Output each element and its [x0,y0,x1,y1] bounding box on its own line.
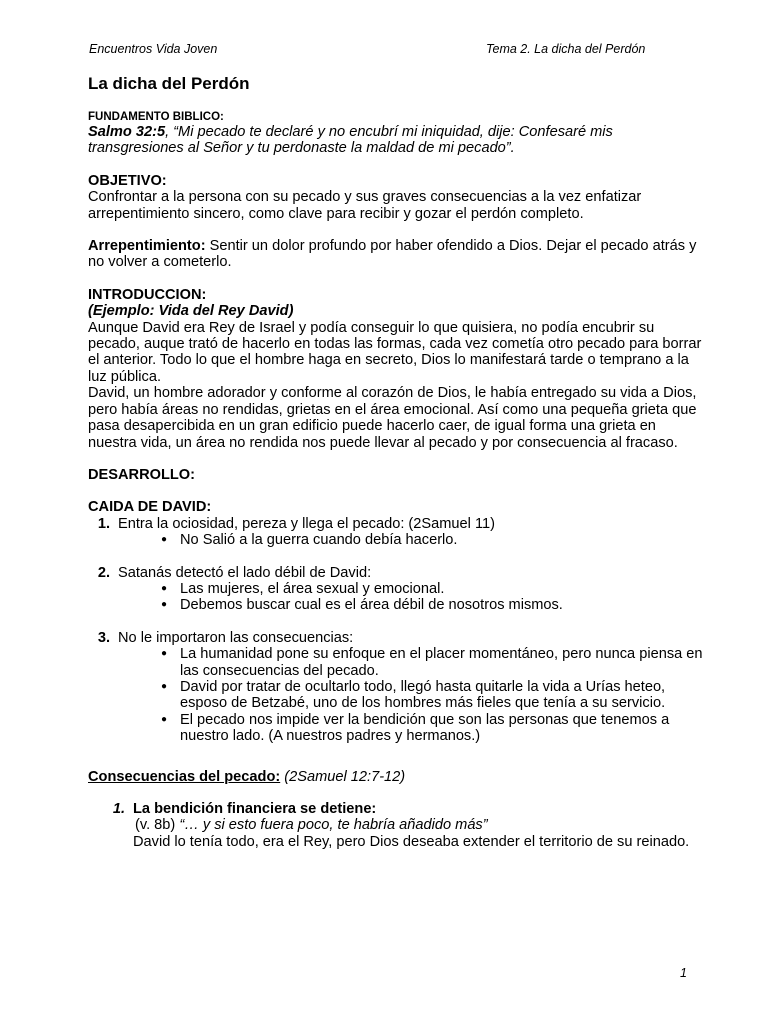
header-right: Tema 2. La dicha del Perdón [486,42,646,56]
caida-item-1 [88,516,708,532]
list-item [88,532,708,548]
list-item [88,679,708,712]
page-title: La dicha del Perdón [88,74,250,93]
list-item [88,646,708,679]
introduccion-p1: Aunque David era Rey de Israel y podía conseguir lo que quisiera, no podía encubrir su pecado, auque trató de hacerlo en todas las formas, cada vez cometía otro pecado para borrar el anterior. Todo lo que el hombre haga en secreto, Dios lo manifestará tarde o temprano a la luz pública. [88,319,702,385]
objetivo-label: OBJETIVO: [88,172,167,189]
item-text: No le importaron las consecuencias: [118,629,354,646]
bullet-icon: ● [161,680,168,692]
fundamento-label: FUNDAMENTO BIBLICO: [88,111,224,123]
bullet-icon: ● [161,713,168,725]
item-verse [133,817,708,833]
verse-ref: (v. 8b) [135,817,180,834]
item-text: David lo tenía todo, era el Rey, pero Dios deseaba extender el territorio de su reinado. [133,833,690,850]
item-number: 1. [97,515,110,532]
introduccion-p2: David, un hombre adorador y conforme al corazón de Dios, le había entregado su vida a Dios, pero había áreas no rendidas, grietas en el área emocional. Así como una pequeña grieta que pasa desapercibida en un gran edificio puede hacerlo caer, de igual forma una grieta en nuestra vida, un área no rendida nos puede llevar al pecado y por consecuencia al fracaso. [88,385,697,451]
arrepentimiento-label: Arrepentimiento: [88,238,206,255]
consecuencias-item-1 [88,801,708,850]
item-number: 2. [97,564,110,581]
bullet-text: Debemos buscar cual es el área débil de nosotros mismos. [180,597,563,614]
list-item [88,597,708,613]
bullet-text: David por tratar de ocultarlo todo, llegó hasta quitarle la vida a Urías heteo, esposo de Betzabé, uno de los hombres más fieles que tenía a su servicio. [180,678,666,712]
verse-quote: “… y si esto fuera poco, te habría añadido más” [179,817,488,834]
header-left: Encuentros Vida Joven [89,42,218,56]
bullet-icon: ● [161,648,168,660]
consecuencias-ref: (2Samuel 12:7-12) [280,768,406,785]
fundamento-ref: Salmo 32:5 [88,124,166,140]
introduccion-label: INTRODUCCION: [88,286,207,303]
content [88,74,708,850]
list-item [88,581,708,597]
consecuencias-label: Consecuencias del pecado: [88,768,281,785]
bullet-icon: ● [161,582,168,594]
caida-item-2 [88,565,708,581]
arrepentimiento-paragraph [88,238,708,271]
consecuencias-heading [88,769,708,785]
caida-item-3-bullets [88,646,708,744]
desarrollo-label: DESARROLLO: [88,466,196,483]
item-number: 1. [112,801,125,817]
caida-item-2-bullets [88,581,708,614]
bullet-text: El pecado nos impide ver la bendición que son las personas que tenemos a nuestro lado. (A nuestros padres y hermanos.) [180,711,670,745]
bullet-icon: ● [161,534,168,546]
arrepentimiento-text: Sentir un dolor profundo por haber ofendido a Dios. Dejar el pecado atrás y no volver a cometerlo. [88,238,697,271]
fundamento-paragraph [88,124,708,157]
caida-item-1-bullets [88,532,708,548]
bullet-icon: ● [161,599,168,611]
caida-item-3 [88,630,708,646]
objetivo-text: Confrontar a la persona con su pecado y sus graves consecuencias a la vez enfatizar arrepentimiento sincero, como clave para recibir y gozar el perdón completo. [88,189,642,222]
item-title: La bendición financiera se detiene: [133,801,377,817]
item-text: Satanás detectó el lado débil de David: [118,564,372,581]
fundamento-quote: , “Mi pecado te declaré y no encubrí mi iniquidad, dije: Confesaré mis transgresiones al Señor y tu perdonaste la maldad de mi pecado”. [88,124,613,157]
bullet-text: Las mujeres, el área sexual y emocional. [180,580,445,597]
caida-label: CAIDA DE DAVID: [88,499,212,516]
bullet-text: La humanidad pone su enfoque en el placer momentáneo, pero nunca piensa en las consecuencias del pecado. [180,646,703,679]
introduccion-sublabel: (Ejemplo: Vida del Rey David) [88,303,294,320]
item-number: 3. [97,629,110,646]
page-number: 1 [680,966,687,980]
list-item [88,712,708,745]
item-text: Entra la ociosidad, pereza y llega el pecado: (2Samuel 11) [118,515,495,532]
bullet-text: No Salió a la guerra cuando debía hacerlo. [180,532,458,549]
